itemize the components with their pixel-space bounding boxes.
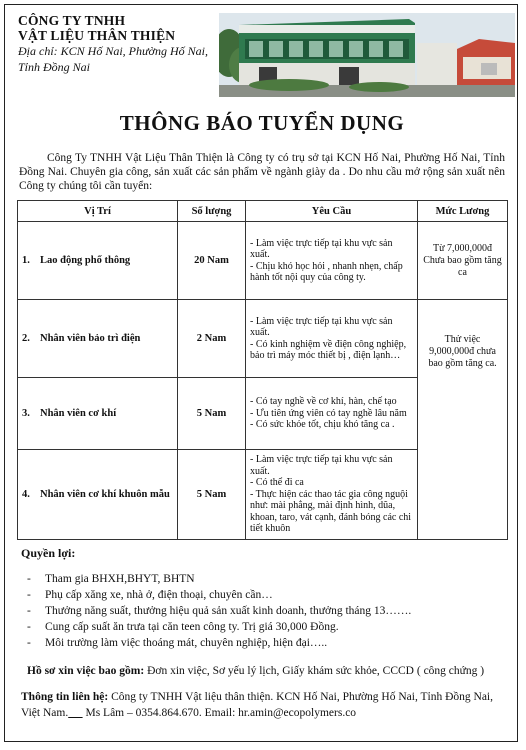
documents-label: Hồ sơ xin việc bao gồm: <box>27 665 145 677</box>
table-row <box>18 300 508 378</box>
list-item: - Môi trường làm việc thoáng mát, chuyên nghiệp, hiện đại….. <box>27 637 328 649</box>
contact-address: Công ty TNHH Vật liệu thân thiện. KCN Hố Nai, Phường Hố Nai, Tỉnh Đồng Nai, Việt Nam. <box>21 691 493 719</box>
company-header <box>18 13 228 75</box>
position-cell <box>18 222 178 300</box>
company-name-line1: CÔNG TY TNHH <box>18 13 126 28</box>
documents-text: Đơn xin việc, Sơ yếu lý lịch, Giấy khám sức khỏe, CCCD ( công chứng ) <box>144 665 485 677</box>
column-header-position: Vị Trí <box>18 201 178 222</box>
position-cell <box>18 300 178 378</box>
position-name: Nhân viên cơ khí khuôn mẫu <box>40 489 170 500</box>
benefits-heading: Quyền lợi: <box>21 546 76 560</box>
position-name: Nhân viên cơ khí <box>40 408 117 419</box>
quantity-cell: 5 Nam <box>178 378 246 450</box>
factory-building-image <box>219 13 515 97</box>
intro-paragraph: Công Ty TNHH Vật Liệu Thân Thiện là Công ty có trụ sở tại KCN Hố Nai, Phường Hố Nai, Tỉnh Đồng Nai. Chuyên gia công, sản xuất các sản phẩm về ngành giày da . Do nhu cầu mở rộng sản xuất nên Công ty chúng tôi cần tuyển: <box>19 152 505 192</box>
company-name-line2: VẬT LIỆU THÂN THIỆN <box>18 28 176 43</box>
contact-label: Thông tin liên hệ: <box>21 691 109 703</box>
position-cell <box>18 378 178 450</box>
requirement-item: - Có kinh nghiệm về điện công nghiệp, bảo trì máy móc thiết bị , điện lạnh… <box>250 338 407 361</box>
benefits-list <box>27 571 507 651</box>
page-title: THÔNG BÁO TUYỂN DỤNG <box>119 111 405 135</box>
benefit-text: Tham gia BHXH,BHYT, BHTN <box>45 573 195 585</box>
factory-photo <box>219 13 515 97</box>
row-number: 4. <box>22 489 30 500</box>
requirement-item: - Làm việc trực tiếp tại khu vực sản xuất. <box>250 315 393 338</box>
quantity-cell: 20 Nam <box>178 222 246 300</box>
benefit-text: Thưởng năng suất, thưởng hiệu quả sản xuất kinh doanh, thưởng tháng 13……. <box>45 605 412 617</box>
requirement-item: - Ưu tiên ứng viên có tay nghề lâu năm <box>250 407 407 419</box>
table-header-row <box>18 201 508 222</box>
column-header-quantity: Số lượng <box>178 201 246 222</box>
contact-separator <box>68 707 82 719</box>
position-name: Lao động phổ thông <box>40 255 131 266</box>
row-number: 1. <box>22 255 30 266</box>
row-number: 3. <box>22 408 30 419</box>
list-item: - Cung cấp suất ăn trưa tại căn teen công ty. Trị giá 30,000 Đồng. <box>27 621 339 633</box>
requirement-item: - Có thể đi ca <box>250 477 304 489</box>
list-item: - Phụ cấp xăng xe, nhà ở, điện thoại, chuyên cần… <box>27 589 273 601</box>
quantity-cell: 2 Nam <box>178 300 246 378</box>
company-address-line1: Địa chỉ: KCN Hố Nai, Phường Hố Nai, <box>18 44 208 58</box>
requirement-item: - Chịu khó học hỏi , nhanh nhẹn, chấp hành tốt nội quy của công ty. <box>250 260 403 283</box>
list-item: - Thưởng năng suất, thưởng hiệu quả sản xuất kinh doanh, thưởng tháng 13……. <box>27 605 412 617</box>
position-name: Nhân viên bảo trì điện <box>40 333 141 344</box>
company-address-line2: Tỉnh Đồng Nai <box>18 60 91 74</box>
column-header-requirements: Yêu Cầu <box>246 201 418 222</box>
application-documents <box>27 665 507 677</box>
requirement-item: - Làm việc trực tiếp tại khu vực sản xuất. <box>250 237 393 260</box>
requirements-cell <box>246 300 418 378</box>
requirement-item: - Có tay nghề về cơ khí, hàn, chế tạo <box>250 396 397 408</box>
requirements-cell <box>246 378 418 450</box>
contact-person[interactable]: Ms Lâm – 0354.864.670. Email: hr.amin@ecopolymers.co <box>82 707 357 719</box>
list-item: - Tham gia BHXH,BHYT, BHTN <box>27 573 195 585</box>
requirements-cell <box>246 222 418 300</box>
requirement-item: - Có sức khỏe tốt, chịu khó tăng ca . <box>250 419 395 431</box>
contact-info <box>21 689 507 721</box>
job-table <box>17 200 508 540</box>
benefit-text: Cung cấp suất ăn trưa tại căn teen công ty. Trị giá 30,000 Đồng. <box>45 621 339 633</box>
benefit-text: Môi trường làm việc thoáng mát, chuyên nghiệp, hiện đại….. <box>45 637 328 649</box>
row-number: 2. <box>22 333 30 344</box>
requirements-cell <box>246 450 418 540</box>
salary-cell: Thử việc 9,000,000đ chưa bao gồm tăng ca. <box>418 300 508 540</box>
table-row <box>18 222 508 300</box>
salary-cell: Từ 7,000,000đ Chưa bao gồm tăng ca <box>418 222 508 300</box>
benefit-text: Phụ cấp xăng xe, nhà ở, điện thoại, chuyên cần… <box>45 589 273 601</box>
quantity-cell: 5 Nam <box>178 450 246 540</box>
column-header-salary: Mức Lương <box>418 201 508 222</box>
requirement-item: - Thực hiện các thao tác gia công nguội như: mài phẳng, mài định hình, dũa, khoan, taro, vát cạnh, đánh bóng các chi tiết khuôn <box>250 488 412 535</box>
position-cell <box>18 450 178 540</box>
recruitment-notice <box>4 4 518 742</box>
requirement-item: - Làm việc trực tiếp tại khu vực sản xuất. <box>250 454 393 477</box>
